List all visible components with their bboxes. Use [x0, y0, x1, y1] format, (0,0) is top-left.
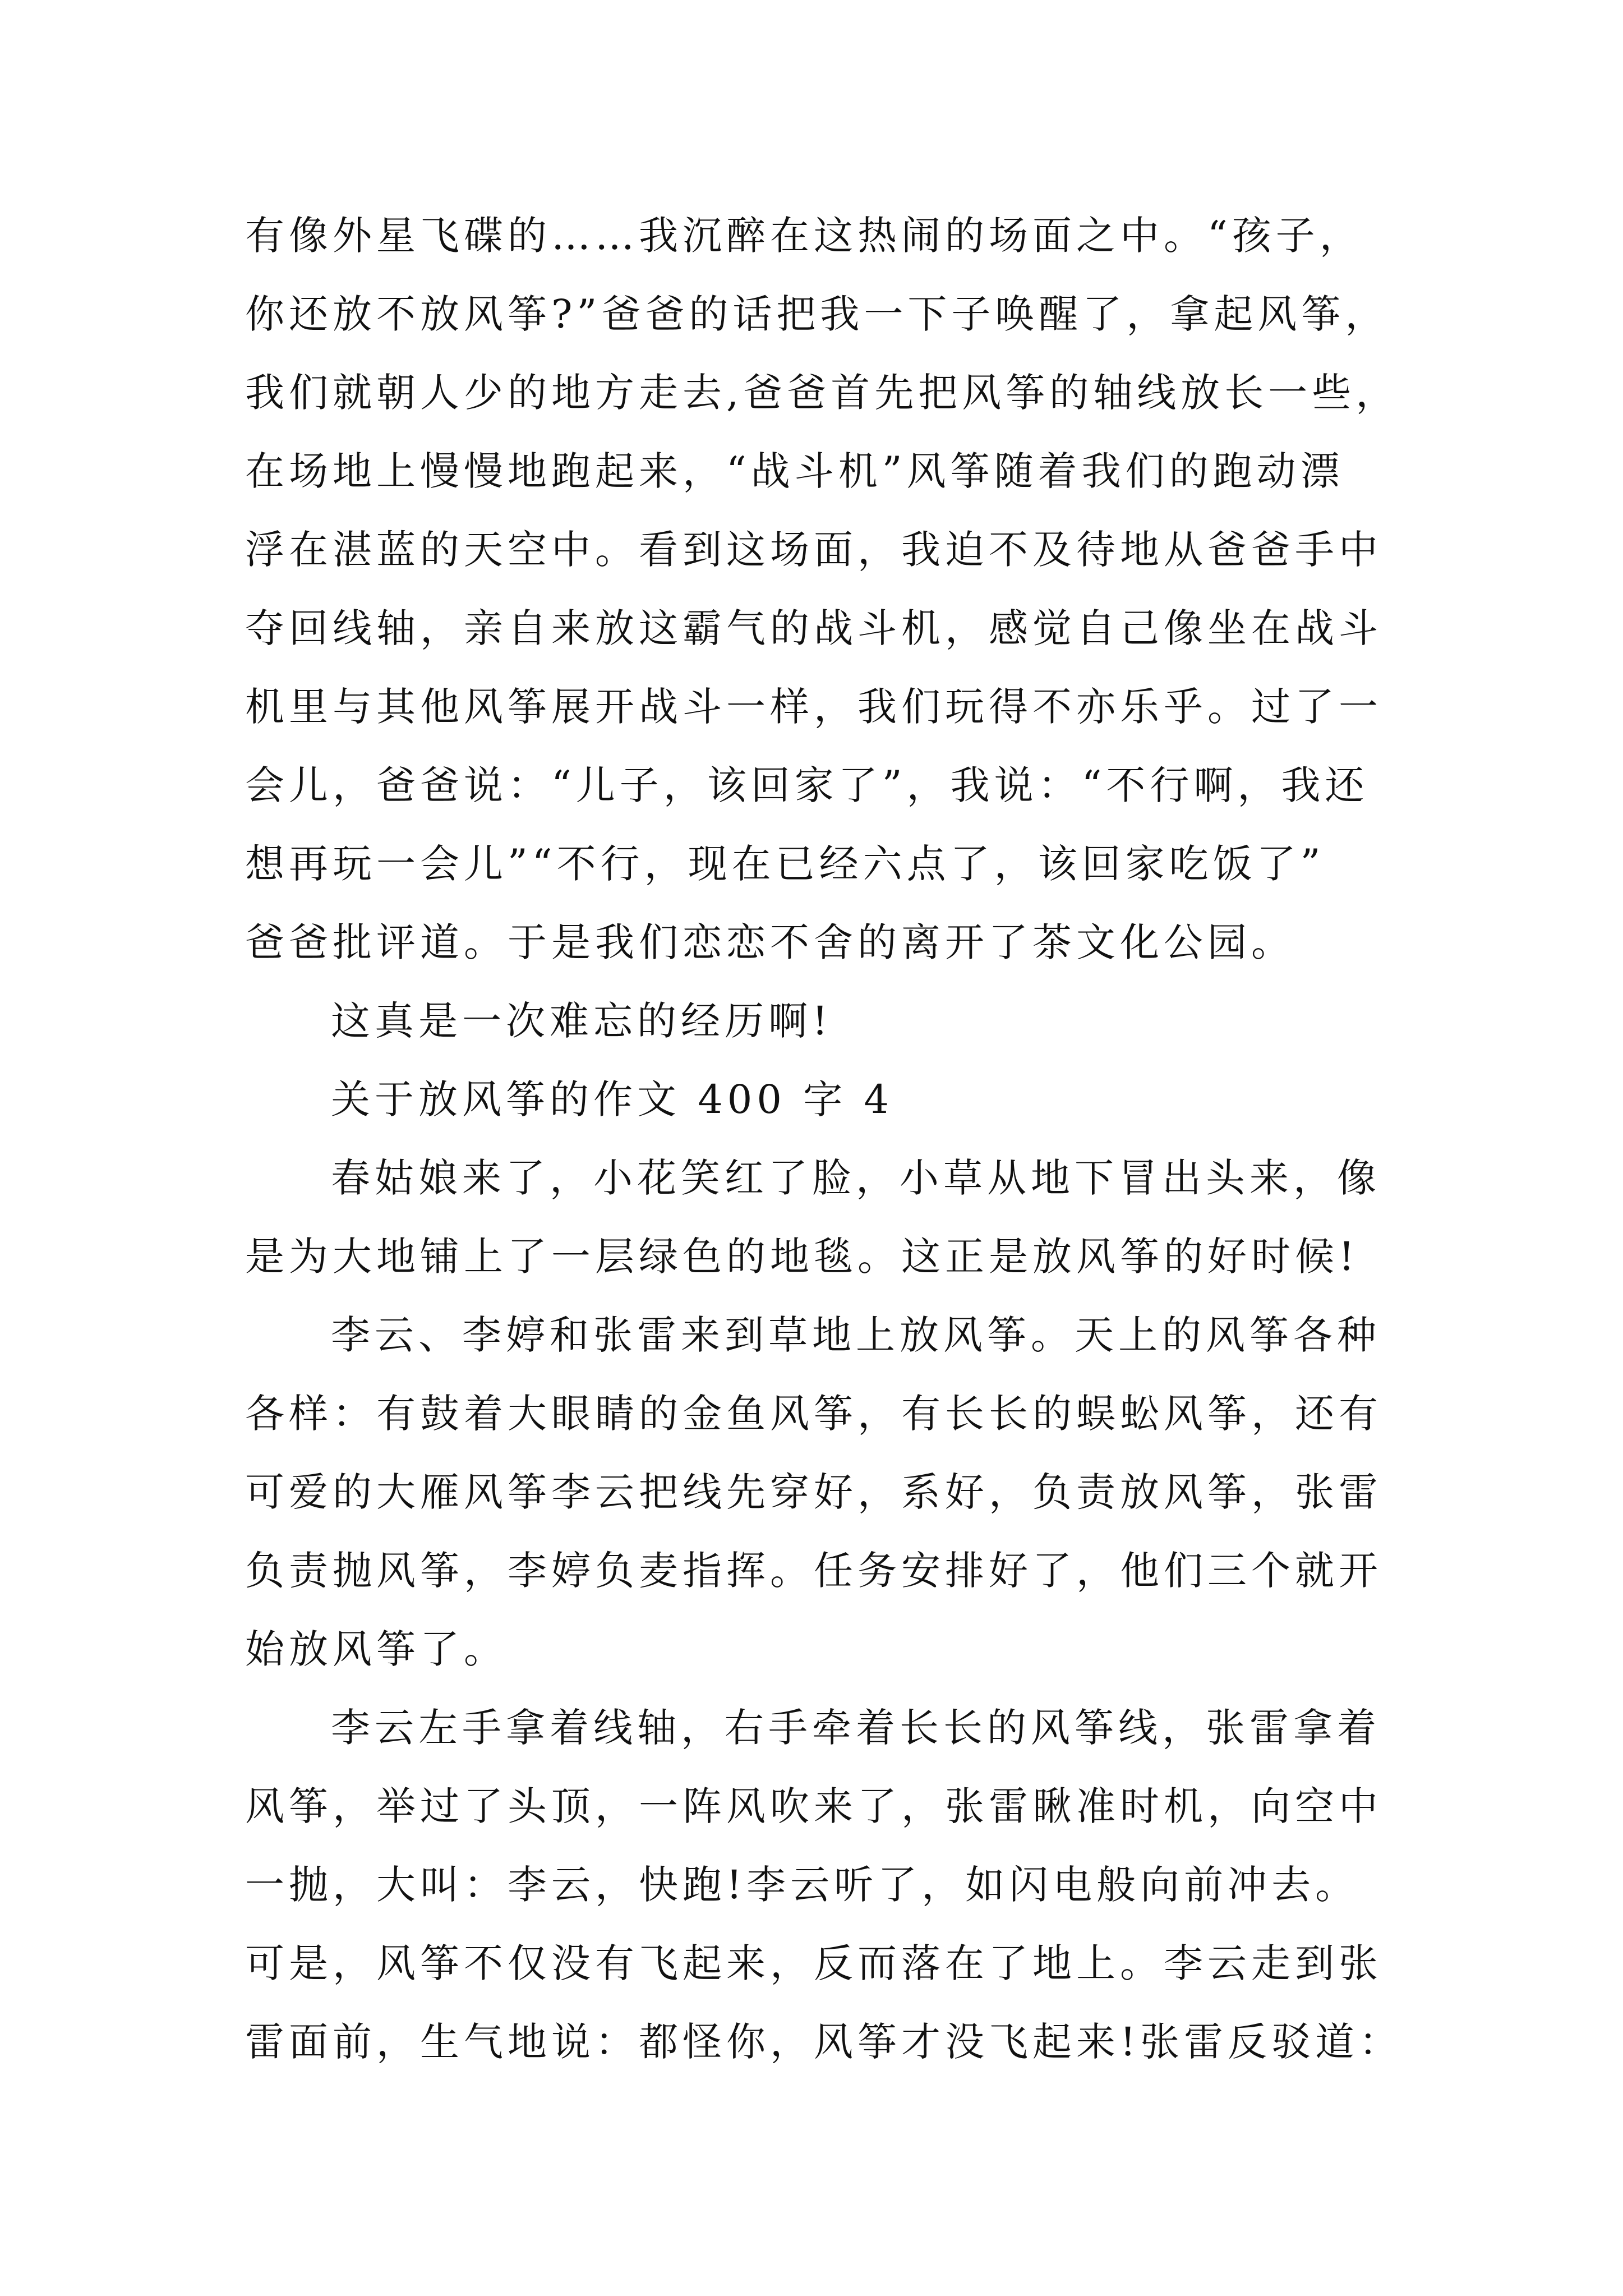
text-line: 可爱的大雁风筝李云把线先穿好，系好，负责放风筝，张雷 [245, 1469, 1382, 1515]
text-line: 有像外星飞碟的……我沉醉在这热闹的场面之中。“孩子， [245, 213, 1363, 259]
text-line: 春姑娘来了，小花笑红了脸，小草从地下冒出头来，像 [331, 1155, 1381, 1201]
text-line: 夺回线轴，亲自来放这霸气的战斗机，感觉自己像坐在战斗 [245, 605, 1382, 651]
text-line: 是为大地铺上了一层绿色的地毯。这正是放风筝的好时候! [245, 1234, 1359, 1280]
text-line: 机里与其他风筝展开战斗一样，我们玩得不亦乐乎。过了一 [245, 684, 1382, 730]
text-line: 浮在湛蓝的天空中。看到这场面，我迫不及待地从爸爸手中 [245, 527, 1382, 573]
text-line: 风筝，举过了头顶，一阵风吹来了，张雷瞅准时机，向空中 [245, 1783, 1382, 1829]
text-line: 在场地上慢慢地跑起来，“战斗机”风筝随着我们的跑动漂 [245, 448, 1344, 494]
text-line: 负责抛风筝，李婷负麦指挥。任务安排好了，他们三个就开 [245, 1548, 1382, 1594]
text-line: 爸爸批评道。于是我们恋恋不舍的离开了茶文化公园。 [245, 919, 1295, 965]
text-line: 你还放不放风筝?”爸爸的话把我一下子唤醒了，拿起风筝， [245, 291, 1389, 337]
section-heading: 关于放风筝的作文 400 字 4 [331, 1076, 893, 1122]
text-line: 李云、李婷和张雷来到草地上放风筝。天上的风筝各种 [331, 1312, 1381, 1358]
text-line: 一抛，大叫：李云，快跑!李云听了，如闪电般向前冲去。 [245, 1862, 1359, 1908]
text-line: 会儿，爸爸说：“儿子，该回家了”，我说：“不行啊，我还 [245, 762, 1369, 808]
text-line: 各样：有鼓着大眼睛的金鱼风筝，有长长的蜈蚣风筝，还有 [245, 1391, 1382, 1437]
text-line: 想再玩一会儿”“不行，现在已经六点了，该回家吃饭了” [245, 841, 1325, 887]
text-line: 我们就朝人少的地方走去,爸爸首先把风筝的轴线放长一些， [245, 370, 1400, 416]
text-line: 李云左手拿着线轴，右手牵着长长的风筝线，张雷拿着 [331, 1705, 1381, 1751]
text-line: 始放风筝了。 [245, 1626, 508, 1672]
text-line: 这真是一次难忘的经历啊! [331, 998, 833, 1044]
text-line: 雷面前，生气地说：都怪你，风筝才没飞起来!张雷反驳道： [245, 2019, 1403, 2065]
text-line: 可是，风筝不仅没有飞起来，反而落在了地上。李云走到张 [245, 1940, 1382, 1986]
